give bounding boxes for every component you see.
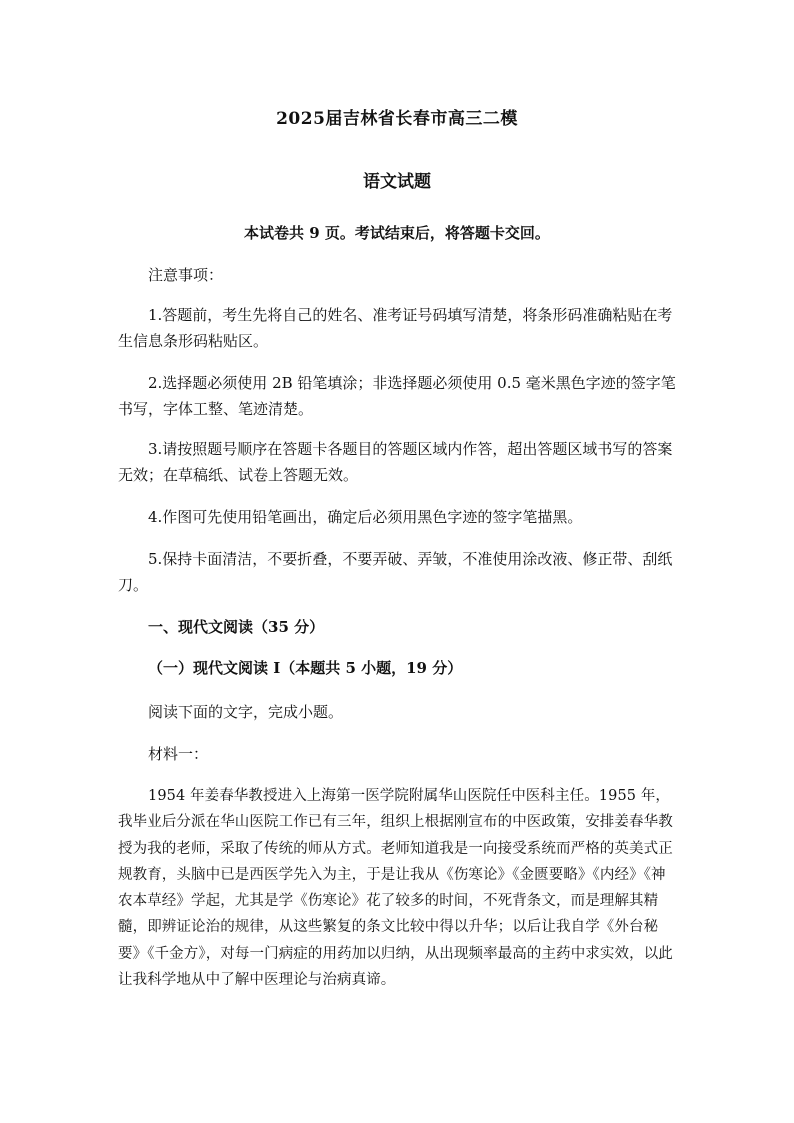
- subsection-heading: （一）现代文阅读 I（本题共 5 小题，19 分）: [148, 659, 463, 677]
- notice-item-4: 4.作图可先使用铅笔画出，确定后必须用黑色字迹的签字笔描黑。: [148, 508, 583, 526]
- reading-instruction: 阅读下面的文字，完成小题。: [148, 703, 344, 721]
- exam-subject: 语文试题: [363, 172, 431, 192]
- material-text: 1954 年姜春华教授进入上海第一医学院附属华山医院任中医科主任。1955 年，我毕业后分派在华山医院工作已有三年，组织上根据刚宣布的中医政策，安排姜春华教授为我的老师，采取了传统的师从方式。老师知道我是一向接受系统而严格的英美式正规教育，头脑中已是西医学先入为主，于是让我从《伤寒论》《金匮要略》《内经》《神农本草经》学起，尤其是学《伤寒论》花了较多的时间，不死背条文，而是理解其精髓，即辨证论治的规律，从这些繁复的条文比较中得以升华；以后让我自学《外台秘要》《千金方》，对每一门病症的用药加以归纳，从出现频率最高的主药中求实效，以此让我科学地从中了解中医理论与治病真谛。: [118, 788, 673, 989]
- material-label: 材料一：: [148, 745, 209, 763]
- section-heading: 一、现代文阅读（35 分）: [148, 618, 325, 636]
- notice-item-3: 3.请按照题号顺序在答题卡各题目的答题区域内作答，超出答题区域书写的答案无效；在草稿纸、试卷上答题无效。: [118, 440, 673, 484]
- notice-item-2: 2.选择题必须使用 2B 铅笔填涂；非选择题必须使用 0.5 毫米黑色字迹的签字笔书写，字体工整、笔迹清楚。: [118, 374, 676, 418]
- notice-item-5: 5.保持卡面清洁，不要折叠，不要弄破、弄皱，不准使用涂改液、修正带、刮纸刀。: [118, 550, 673, 594]
- exam-info: 本试卷共 9 页。考试结束后，将答题卡交回。: [244, 224, 550, 242]
- exam-title: 2025届吉林省长春市高三二模: [276, 109, 518, 129]
- notice-item-1: 1.答题前，考生先将自己的姓名、准考证号码填写清楚，将条形码准确粘贴在考生信息条形码粘贴区。: [118, 306, 673, 350]
- notice-heading: 注意事项：: [148, 266, 224, 284]
